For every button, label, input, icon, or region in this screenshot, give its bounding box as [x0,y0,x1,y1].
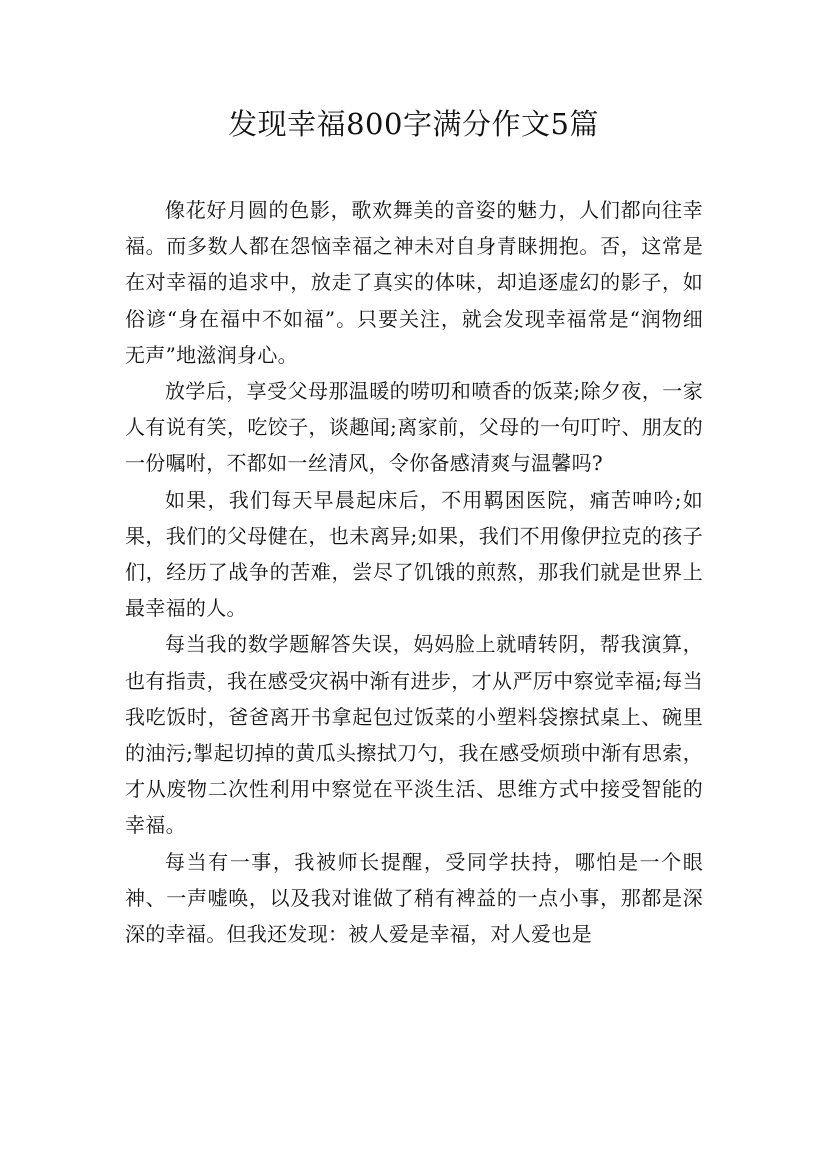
document-title: 发现幸福800字满分作文5篇 [228,107,599,141]
document-body [125,192,703,952]
paragraph-1: 像花好月圆的色影，歌欢舞美的音姿的魅力，人们都向往幸福。而多数人都在怨恼幸福之神未对自身青睐拥抱。否，这常是在对幸福的追求中，放走了真实的体味，却追逐虚幻的影子，如俗谚“身在福中不如福”。只要关注，就会发现幸福常是“润物细无声”地滋润身心。 [125,198,703,367]
paragraph-4: 每当我的数学题解答失误，妈妈脸上就晴转阴，帮我演算，也有指责，我在感受灾祸中渐有进步，才从严厉中察觉幸福;每当我吃饭时，爸爸离开书拿起包过饭菜的小塑料袋擦拭桌上、碗里的油污;掣起切掉的黄瓜头擦拭刀勺，我在感受烦琐中渐有思索，才从废物二次性利用中察觉在平淡生活、思维方式中接受智能的幸福。 [125,632,703,838]
paragraph-2: 放学后，享受父母那温暖的唠叨和喷香的饭菜;除夕夜，一家人有说有笑，吃饺子，谈趣闻;离家前，父母的一句叮咛、朋友的一份嘱咐，不都如一丝清风，令你备感清爽与温馨吗? [125,379,703,476]
paragraph-5: 每当有一事，我被师长提醒，受同学扶持，哪怕是一个眼神、一声嘘唤，以及我对谁做了稍有裨益的一点小事，那都是深深的幸福。但我还发现：被人爱是幸福，对人爱也是 [125,849,703,947]
paragraph-3: 如果，我们每天早晨起床后，不用羁困医院，痛苦呻吟;如果，我们的父母健在，也未离异;如果，我们不用像伊拉克的孩子们，经历了战争的苦难，尝尽了饥饿的煎熬，那我们就是世界上最幸福的人。 [125,487,703,621]
